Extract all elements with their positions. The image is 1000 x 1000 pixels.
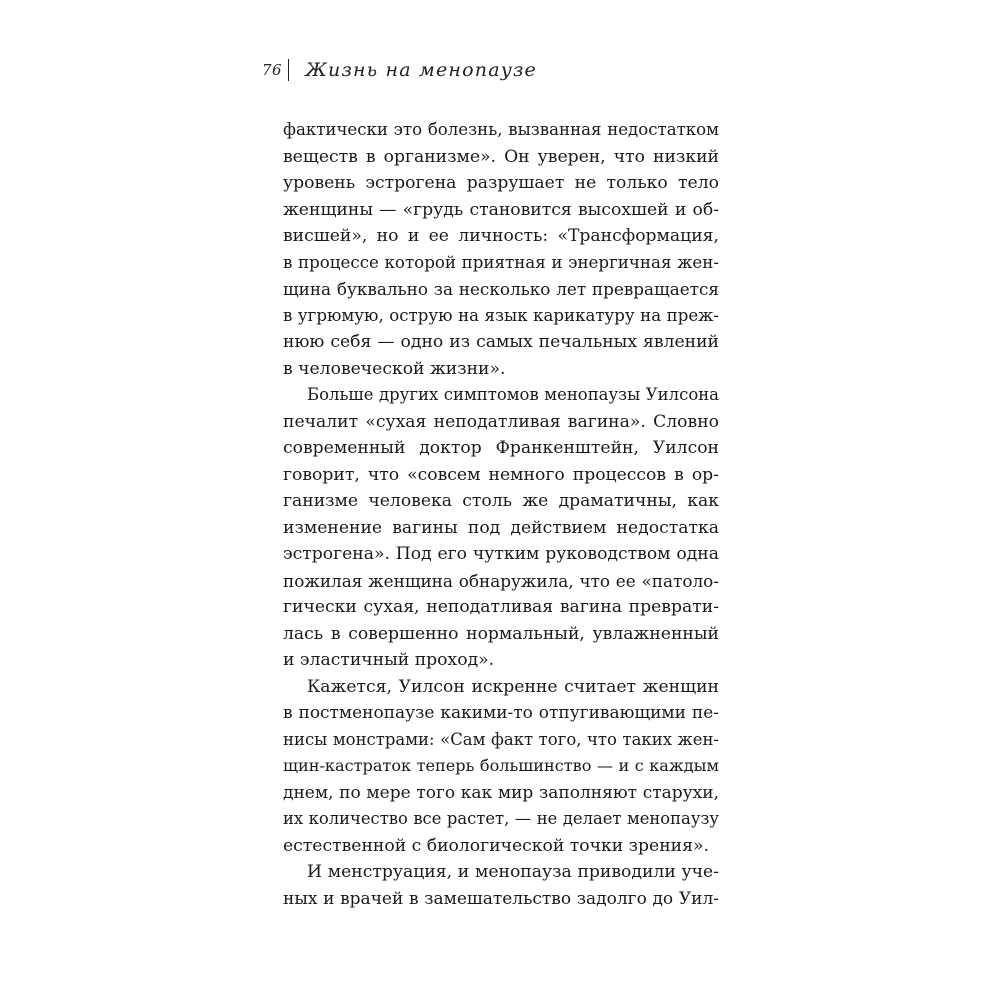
text-line: пожилая женщина обнаружила, что ее «патоло- [283,570,719,591]
text-line: женщины — «грудь становится высохшей и об- [283,199,719,220]
paragraph [283,859,719,912]
header-divider [288,59,289,81]
page-number: 76 [262,61,283,79]
text-line: в человеческой жизни». [283,358,506,379]
text-line: и эластичный проход». [283,650,495,670]
text-line: гически сухая, неподатливая вагина преврати- [283,597,719,617]
text-line: веществ в организме». Он уверен, что низкий [283,146,719,167]
text-line: лась в совершенно нормальный, увлажненный [283,623,719,644]
text-line: эстрогена». Под его чутким руководством одна [283,544,719,564]
text-line: щин-кастраток теперь большинство — и с каждым [283,756,719,775]
text-line: щина буквально за несколько лет превращается [283,279,719,299]
text-line: нисы монстрами: «Сам факт того, что таких жен- [283,729,719,749]
text-line: естественной с биологической точки зрения». [283,835,709,856]
text-line: современный доктор Франкенштейн, Уилсон [283,438,719,458]
running-header [262,58,537,82]
text-line: уровень эстрогена разрушает не только тело [283,173,719,193]
text-line: в процессе которой приятная и энергичная жен- [283,252,719,272]
paragraph [283,117,719,382]
text-line: в постменопаузе какими-то отпугивающими пе- [283,703,719,723]
running-title: Жизнь на менопаузе [305,59,537,81]
text-line: висшей», но и ее личность: «Трансформация, [283,226,719,246]
text-line: изменение вагины под действием недостатка [283,517,719,538]
text-line: в угрюмую, острую на язык карикатуру на преж- [283,305,719,325]
text-line: Кажется, Уилсон искренне считает женщин [307,676,719,697]
paragraph [283,674,719,860]
text-line: ных и врачей в замешательство задолго до Уил- [283,888,719,909]
text-line: говорит, что «совсем немного процессов в ор- [283,464,719,485]
text-line: фактически это болезнь, вызванная недостатком [283,120,719,139]
text-line: их количество все растет, — не делает менопаузу [283,809,719,828]
text-line: днем, по мере того как мир заполняют старухи, [283,782,719,803]
paragraph [283,382,719,674]
text-line: нюю себя — одно из самых печальных явлений [283,332,719,352]
text-line: И менструация, и менопауза приводили уче- [307,862,719,882]
text-line: печалит «сухая неподатливая вагина». Словно [283,411,719,432]
text-line: ганизме человека столь же драматичны, как [283,491,719,511]
text-line: Больше других симптомов менопаузы Уилсона [307,385,719,404]
body-text [283,117,719,912]
